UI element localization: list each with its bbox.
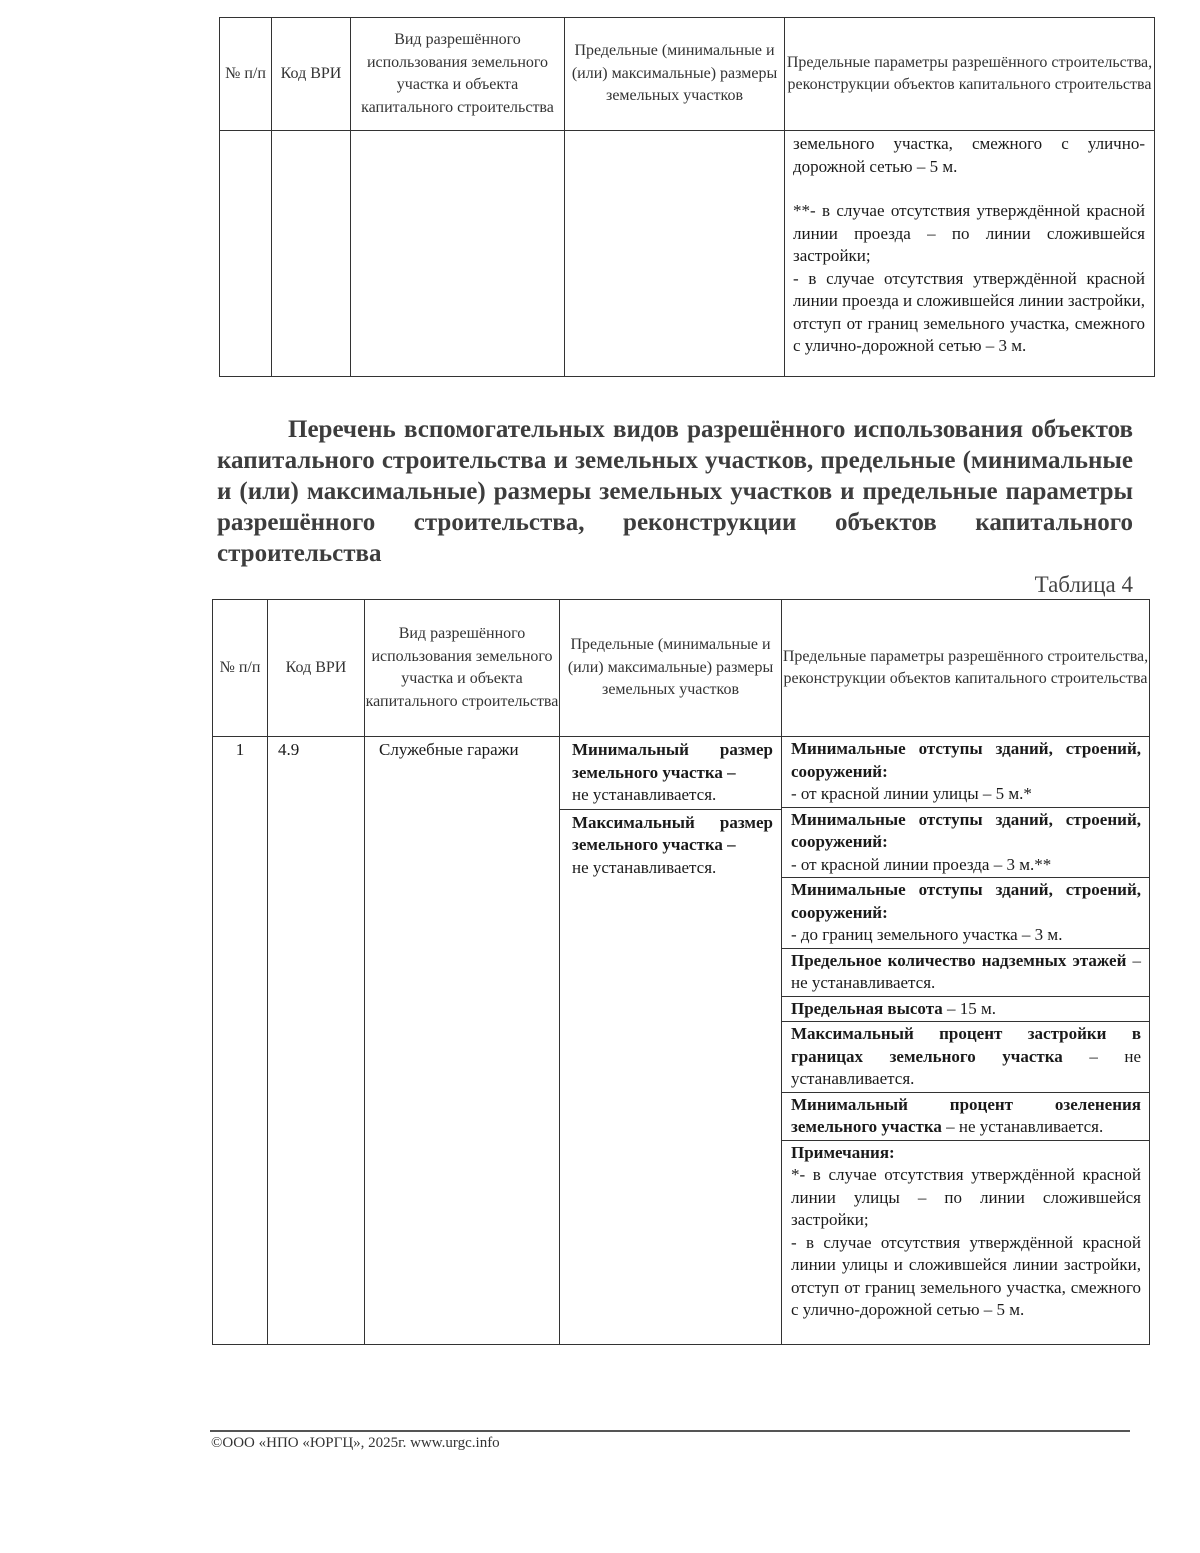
table-label: Таблица 4 <box>1034 572 1133 597</box>
param-value: – не устанавливается. <box>941 1117 1104 1136</box>
header-sizes: Предельные (минимальные и (или) максимальные) размеры земельных участков <box>560 600 782 737</box>
min-size-label: Минимальный размер земельного участка – <box>572 740 773 782</box>
param-value: - от красной линии проезда – 3 м.** <box>791 854 1052 874</box>
footer-divider <box>210 1430 1130 1432</box>
cell-params <box>785 131 1155 377</box>
table-continuation <box>219 17 1155 377</box>
param-label: Минимальные отступы зданий, строений, сооружений: <box>791 739 1141 781</box>
param-build-percent <box>782 1022 1149 1093</box>
table-row <box>220 131 1155 377</box>
max-size <box>560 809 781 880</box>
continuation-text: земельного участка, смежного с улично-дорожной сетью – 5 м. <box>793 134 1145 176</box>
table-4 <box>212 599 1150 1345</box>
min-size <box>560 737 781 807</box>
note-no-line: - в случае отсутствия утверждённой красной линии улицы и сложившейся линии застройки, отступ от границ земельного участка, смежного с улично-дорожной сетью – 5 м. <box>791 1232 1141 1319</box>
param-value: – 15 м. <box>942 998 997 1018</box>
max-size-label: Максимальный размер земельного участка – <box>572 812 773 854</box>
table-row <box>213 737 1150 1345</box>
note-single-star: *- в случае отсутствия утверждённой красной линии улицы – по линии сложившейся застройки; <box>791 1165 1141 1229</box>
min-size-value: не устанавливается. <box>572 785 717 804</box>
param-setback-boundary <box>782 878 1149 949</box>
note-double-star: **- в случае отсутствия утверждённой красной линии проезда – по линии сложившейся застройки; <box>793 201 1145 265</box>
notes-title: Примечания: <box>791 1142 895 1162</box>
max-size-value: не устанавливается. <box>572 857 717 877</box>
cell-type: Служебные гаражи <box>365 737 560 1345</box>
param-value: – не устанавливается. <box>791 1046 1141 1088</box>
cell-type <box>351 131 565 377</box>
param-label: Минимальные отступы зданий, строений, сооружений: <box>791 809 1141 851</box>
header-params: Предельные параметры разрешённого строительства, реконструкции объектов капитального строительства <box>785 18 1155 131</box>
table-header-row <box>213 600 1150 737</box>
cell-params <box>782 737 1150 1345</box>
header-type: Вид разрешённого использования земельного участка и объекта капитального строительства <box>365 600 560 737</box>
footer-copyright: ©ООО «НПО «ЮРГЦ», 2025г. www.urgc.info <box>211 1435 500 1451</box>
param-value: - до границ земельного участка – 3 м. <box>791 925 1063 944</box>
param-value: – не устанавливается. <box>791 950 1142 992</box>
param-notes <box>782 1141 1149 1344</box>
header-params: Предельные параметры разрешённого строительства, реконструкции объектов капитального строительства <box>782 600 1150 737</box>
param-setback-driveway <box>782 808 1149 879</box>
table-header-row <box>220 18 1155 131</box>
param-label: Максимальный процент застройки в границах земельного участка <box>791 1024 1141 1066</box>
cell-num <box>220 131 272 377</box>
param-label: Предельная высота <box>791 998 943 1018</box>
header-sizes: Предельные (минимальные и (или) максимальные) размеры земельных участков <box>565 18 785 131</box>
header-num: № п/п <box>213 600 268 737</box>
header-code: Код ВРИ <box>268 600 365 737</box>
param-floors <box>782 949 1149 997</box>
param-label: Минимальные отступы зданий, строений, сооружений: <box>791 880 1141 922</box>
header-code: Код ВРИ <box>272 18 351 131</box>
header-type: Вид разрешённого использования земельного участка и объекта капитального строительства <box>351 18 565 131</box>
param-green-percent <box>782 1093 1149 1141</box>
cell-sizes <box>565 131 785 377</box>
param-setback-street <box>782 737 1149 808</box>
param-label: Предельное количество надземных этажей <box>791 950 1127 970</box>
cell-code: 4.9 <box>268 737 365 1345</box>
cell-code <box>272 131 351 377</box>
param-height <box>782 997 1149 1023</box>
header-num: № п/п <box>220 18 272 131</box>
section-heading: Перечень вспомогательных видов разрешённого использования объектов капитального строительства и земельных участков, предельные (минимальные и (или) максимальные) размеры земельных участков и предельные параметры разрешённого строительства, реконструкции объектов капитального строительства <box>217 416 1133 567</box>
param-value: - от красной линии улицы – 5 м.* <box>791 784 1032 803</box>
note-no-line: - в случае отсутствия утверждённой красной линии проезда и сложившейся линии застройки, отступ от границ земельного участка, смежного с улично-дорожной сетью – 3 м. <box>793 268 1145 355</box>
cell-num: 1 <box>213 737 268 1345</box>
param-label: Минимальный процент озеленения земельного участка <box>791 1094 1141 1136</box>
cell-sizes <box>560 737 782 1345</box>
